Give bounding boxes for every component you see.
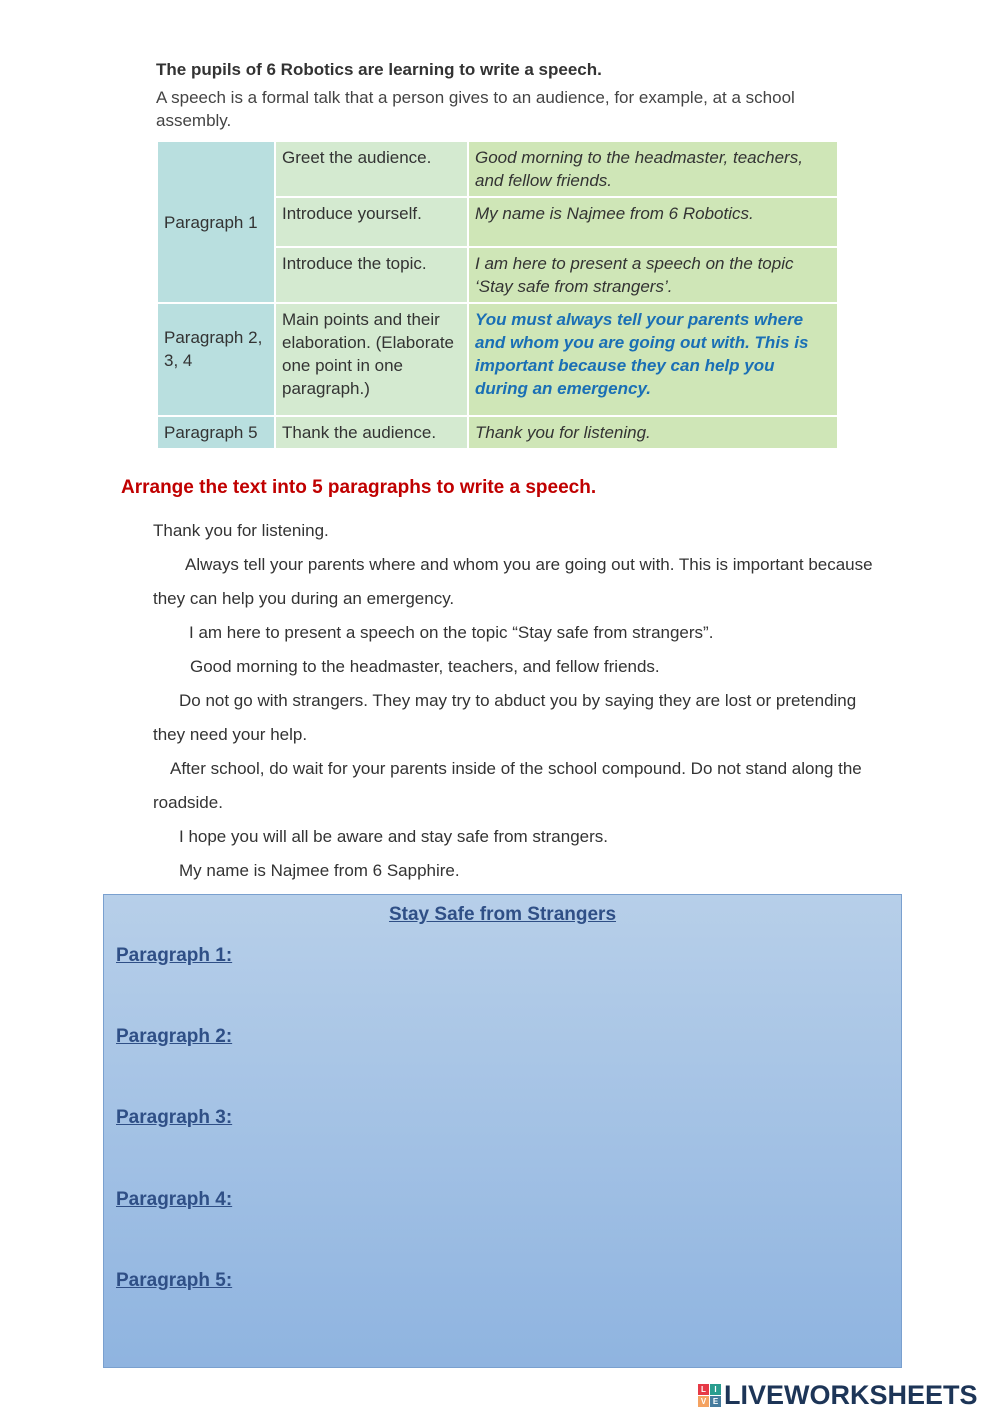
sentence-list	[153, 514, 893, 888]
action-cell: Introduce yourself.	[275, 197, 468, 247]
logo-mark-icon	[698, 1384, 721, 1407]
paragraph-2-3-4-label: Paragraph 2, 3, 4	[157, 303, 275, 416]
logo-text: LIVEWORKSHEETS	[724, 1380, 978, 1410]
paragraph-4-answer-label[interactable]: Paragraph 4:	[116, 1189, 233, 1210]
sentence-item: Thank you for listening.	[153, 521, 329, 540]
paragraph-1-answer-label[interactable]: Paragraph 1:	[116, 945, 233, 966]
paragraph-5-label: Paragraph 5	[157, 416, 275, 449]
logo-mark-letter: L	[698, 1384, 709, 1395]
paragraph-5-answer-label[interactable]: Paragraph 5:	[116, 1270, 233, 1291]
logo-mark-letter: V	[698, 1396, 709, 1407]
paragraph-1-label: Paragraph 1	[157, 141, 275, 303]
liveworksheets-logo	[698, 1380, 978, 1411]
sentence-item: Always tell your parents where and whom you are going out with. This is important because they can help you during an emergency.	[153, 555, 873, 608]
action-cell: Thank the audience.	[275, 416, 468, 449]
intro-description: A speech is a formal talk that a person gives to an audience, for example, at a school assembly.	[156, 88, 795, 130]
sentence-item: I am here to present a speech on the topic “Stay safe from strangers”.	[189, 623, 714, 642]
sentence-item: Do not go with strangers. They may try to abduct you by saying they are lost or pretending they need your help.	[153, 691, 857, 744]
paragraph-3-answer-label[interactable]: Paragraph 3:	[116, 1107, 233, 1128]
example-cell: Good morning to the headmaster, teachers, and fellow friends.	[468, 141, 838, 197]
logo-mark-letter: I	[710, 1384, 721, 1395]
intro-heading: The pupils of 6 Robotics are learning to write a speech.	[156, 60, 602, 79]
instruction-text: Arrange the text into 5 paragraphs to write a speech.	[121, 477, 597, 498]
paragraph-2-answer-label[interactable]: Paragraph 2:	[116, 1026, 233, 1047]
action-cell: Greet the audience.	[275, 141, 468, 197]
example-cell: You must always tell your parents where and whom you are going out with. This is important because they can help you during an emergency.	[468, 303, 838, 416]
speech-structure-table	[156, 140, 839, 450]
example-cell: My name is Najmee from 6 Robotics.	[468, 197, 838, 247]
action-cell: Main points and their elaboration. (Elaborate one point in one paragraph.)	[275, 303, 468, 416]
action-cell: Introduce the topic.	[275, 247, 468, 303]
example-cell: I am here to present a speech on the topic ‘Stay safe from strangers’.	[468, 247, 838, 303]
answer-title: Stay Safe from Strangers	[388, 904, 617, 925]
sentence-item: Good morning to the headmaster, teachers, and fellow friends.	[190, 657, 660, 676]
intro-section	[156, 60, 846, 132]
example-cell: Thank you for listening.	[468, 416, 838, 449]
sentence-item: After school, do wait for your parents inside of the school compound. Do not stand along the roadside.	[153, 759, 862, 812]
sentence-item: I hope you will all be aware and stay safe from strangers.	[179, 827, 608, 846]
sentence-item: My name is Najmee from 6 Sapphire.	[179, 861, 460, 880]
logo-mark-letter: E	[710, 1396, 721, 1407]
answer-box	[103, 894, 902, 1368]
